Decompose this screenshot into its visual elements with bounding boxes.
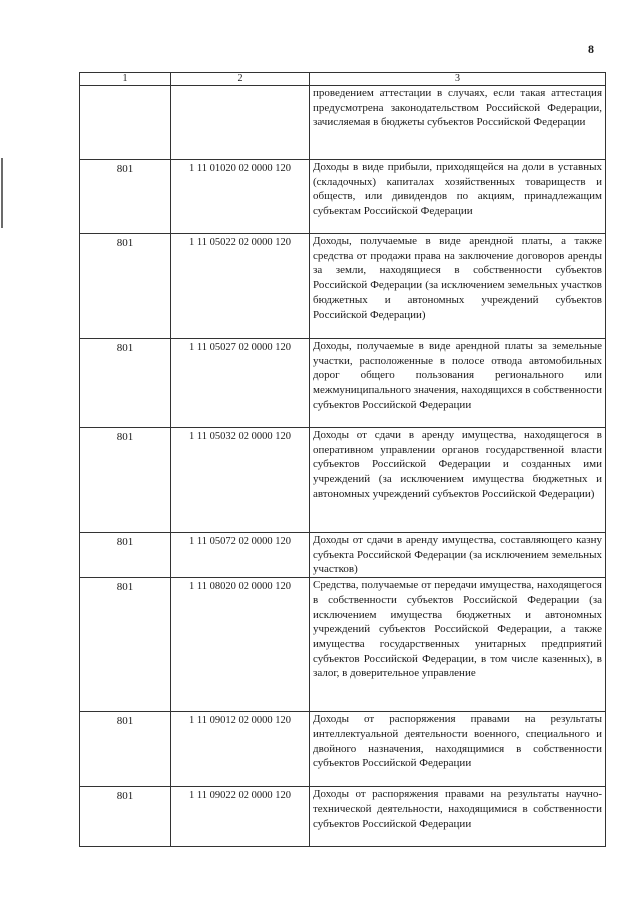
revenue-name-cell: Доходы от сдачи в аренду имущества, находящегося в оперативном управлении органов государственной власти субъектов Российской Федерации и созданных ими учреждений (за исключением имущества бюджетных и автономных учреждений субъектов Российской Федерации) bbox=[310, 428, 606, 533]
table-row bbox=[80, 339, 606, 428]
admin-code-cell: 801 bbox=[80, 578, 171, 712]
table-row bbox=[80, 86, 606, 160]
revenue-name-cell: Доходы, получаемые в виде арендной платы за земельные участки, расположенные в полосе отвода автомобильных дорог общего пользования регионального или межмуниципального значения, находящихся в собственности субъектов Российской Федерации bbox=[310, 339, 606, 428]
table-row bbox=[80, 234, 606, 339]
revenue-name-cell: Доходы в виде прибыли, приходящейся на доли в уставных (складочных) капиталах хозяйственных товариществ и обществ, или дивидендов по акциям, принадлежащим субъектам Российской Федерации bbox=[310, 160, 606, 234]
revenue-name-cell: Доходы от сдачи в аренду имущества, составляющего казну субъекта Российской Федерации (за исключением земельных участков) bbox=[310, 533, 606, 578]
column-header-admin: 1 bbox=[80, 73, 171, 86]
table-row bbox=[80, 787, 606, 847]
table-row bbox=[80, 533, 606, 578]
admin-code-cell bbox=[80, 86, 171, 160]
column-header-code: 2 bbox=[171, 73, 310, 86]
page-number: 8 bbox=[588, 42, 594, 56]
table-row bbox=[80, 578, 606, 712]
revenue-name-cell: Средства, получаемые от передачи имущества, находящегося в собственности субъектов Российской Федерации (за исключением имущества бюджетных и автономных учреждений субъектов Российской Федерации, а также имущества государственных унитарных предприятий субъектов Российской Федерации, в том числе казенных), в залог, в доверительное управление bbox=[310, 578, 606, 712]
revenue-code-cell: 1 11 09022 02 0000 120 bbox=[171, 787, 310, 847]
revenue-code-cell: 1 11 01020 02 0000 120 bbox=[171, 160, 310, 234]
revenue-code-cell bbox=[171, 86, 310, 160]
revenue-code-cell: 1 11 09012 02 0000 120 bbox=[171, 712, 310, 787]
table-row bbox=[80, 712, 606, 787]
revenue-codes-table bbox=[79, 72, 606, 847]
table-row bbox=[80, 160, 606, 234]
admin-code-cell: 801 bbox=[80, 339, 171, 428]
scan-edge-mark bbox=[1, 158, 3, 228]
admin-code-cell: 801 bbox=[80, 160, 171, 234]
revenue-code-cell: 1 11 05027 02 0000 120 bbox=[171, 339, 310, 428]
revenue-code-cell: 1 11 05072 02 0000 120 bbox=[171, 533, 310, 578]
revenue-name-cell: Доходы, получаемые в виде арендной платы, а также средства от продажи права на заключение договоров аренды за земли, находящиеся в собственности субъектов Российской Федерации (за исключением земельных участков бюджетных и автономных учреждений субъектов Российской Федерации) bbox=[310, 234, 606, 339]
revenue-code-cell: 1 11 08020 02 0000 120 bbox=[171, 578, 310, 712]
table-header-row bbox=[80, 73, 606, 86]
table-row bbox=[80, 428, 606, 533]
revenue-name-cell: Доходы от распоряжения правами на результаты интеллектуальной деятельности военного, специального и двойного назначения, находящимися в собственности субъектов Российской Федерации bbox=[310, 712, 606, 787]
revenue-code-cell: 1 11 05032 02 0000 120 bbox=[171, 428, 310, 533]
admin-code-cell: 801 bbox=[80, 234, 171, 339]
revenue-name-cell: Доходы от распоряжения правами на результаты научно-технической деятельности, находящимися в собственности субъектов Российской Федерации bbox=[310, 787, 606, 847]
admin-code-cell: 801 bbox=[80, 787, 171, 847]
admin-code-cell: 801 bbox=[80, 533, 171, 578]
column-header-name: 3 bbox=[310, 73, 606, 86]
revenue-name-cell: проведением аттестации в случаях, если такая аттестация предусмотрена законодательством Российской Федерации, зачисляемая в бюджеты субъектов Российской Федерации bbox=[310, 86, 606, 160]
revenue-code-cell: 1 11 05022 02 0000 120 bbox=[171, 234, 310, 339]
admin-code-cell: 801 bbox=[80, 712, 171, 787]
admin-code-cell: 801 bbox=[80, 428, 171, 533]
